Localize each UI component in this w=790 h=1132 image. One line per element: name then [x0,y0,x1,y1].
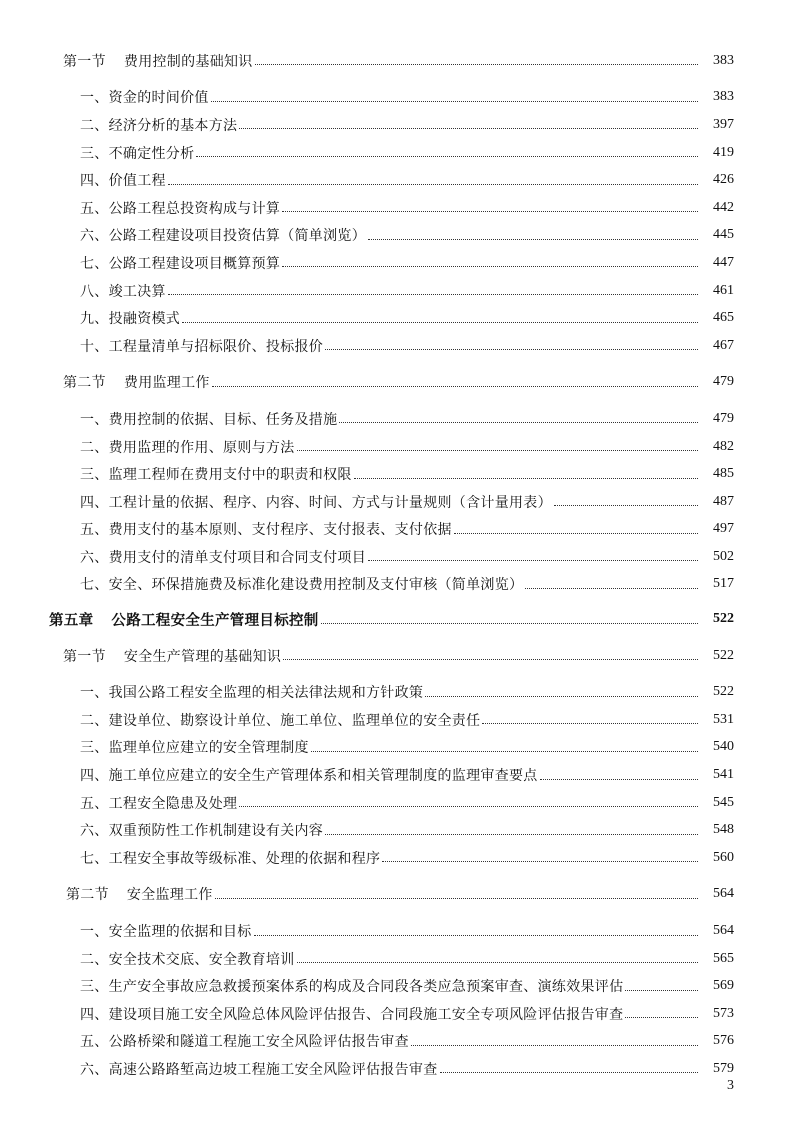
dot-leader [325,335,698,350]
toc-entry-text: 五、公路桥梁和隧道工程施工安全风险评估报告审查 [80,1034,409,1051]
toc-entry-title [80,949,295,969]
toc-entry-title [80,547,366,567]
dot-leader [282,252,698,267]
toc-page-number: 442 [713,199,734,215]
toc-entry-title [80,765,538,785]
dot-leader [554,491,698,506]
toc-page-number: 522 [713,647,734,663]
toc-entry [0,761,790,789]
toc-entry-title [80,115,237,135]
toc-entry [0,460,790,488]
toc-entry [0,304,790,332]
toc-entry-number: 第一节 [63,648,106,665]
toc-entry-text: 七、公路工程建设项目概算预算 [80,255,281,272]
toc-page-number: 383 [713,52,734,68]
toc-entry-text: 费用控制的基础知识 [123,53,253,70]
toc-entry-text: 安全生产管理的基础知识 [123,648,282,665]
toc-section [0,642,790,670]
toc-entry-number: 第一节 [63,53,106,70]
toc-entry [0,972,790,1000]
toc-entry-title [49,609,319,630]
toc-entry [0,84,790,112]
toc-page-number: 517 [713,576,734,592]
toc-entry-title [80,820,323,840]
toc-entry-text: 四、施工单位应建立的安全生产管理体系和相关管理制度的监理审查要点 [80,768,538,785]
toc-entry-text: 一、资金的时间价值 [80,90,209,107]
toc-entry [0,433,790,461]
toc-entry-title [80,1059,438,1079]
toc-entry-text: 六、公路工程建设项目投资估算（简单浏览） [80,228,366,245]
toc-entry [0,111,790,139]
dot-leader [525,574,698,589]
toc-page-number: 479 [713,374,734,390]
toc-entry-text: 费用监理工作 [123,375,210,392]
toc-page-number: 419 [713,144,734,160]
toc-entry-title [80,682,423,702]
toc-entry-title [80,170,166,190]
toc-entry [0,543,790,571]
toc-entry-title [80,793,237,813]
toc-entry-text: 安全监理工作 [126,887,213,904]
toc-entry-title [80,976,623,996]
toc-entry-text: 四、工程计量的依据、程序、内容、时间、方式与计量规则（含计量用表） [80,494,552,511]
dot-leader [382,847,698,862]
toc-entry [0,166,790,194]
toc-page-number: 465 [713,310,734,326]
toc-entry [0,734,790,762]
dot-leader [368,225,698,240]
toc-page-number: 560 [713,849,734,865]
toc-entry-text: 二、安全技术交底、安全教育培训 [80,951,295,968]
toc-entry [0,222,790,250]
toc-entry [0,678,790,706]
toc-page-number: 479 [713,410,734,426]
toc-entry [0,194,790,222]
toc-entry-title [80,253,280,273]
toc-chapter [0,605,790,633]
toc-entry-title [80,848,380,868]
toc-entry [0,332,790,360]
toc-page-number: 531 [713,711,734,727]
toc-page-number: 576 [713,1033,734,1049]
toc-page-number: 461 [713,282,734,298]
toc-entry-number: 第二节 [63,375,106,392]
toc-entry-title [63,646,281,666]
dot-leader [339,408,698,423]
toc-entry-title [80,281,166,301]
toc-section [0,881,790,909]
dot-leader [425,682,698,697]
toc-page-number: 497 [713,521,734,537]
toc-entry-title [80,143,194,163]
dot-leader [283,645,698,660]
toc-entry-text: 四、建设项目施工安全风险总体风险评估报告、合同段施工安全专项风险评估报告审查 [80,1006,624,1023]
dot-leader [239,792,698,807]
toc-page-number: 569 [713,978,734,994]
dot-leader [368,546,698,561]
toc-entry-title [80,437,295,457]
toc-entry-title [80,492,552,512]
toc-entry-title [80,574,523,594]
toc-page-number: 467 [713,337,734,353]
dot-leader [411,1031,698,1046]
dot-leader [625,1003,698,1018]
toc-entry [0,816,790,844]
toc-section [0,369,790,397]
toc-entry-text: 一、费用控制的依据、目标、任务及措施 [80,411,338,428]
toc-entry [0,1000,790,1028]
toc-entry-text: 一、安全监理的依据和目标 [80,924,252,941]
toc-entry [0,516,790,544]
toc-entry [0,917,790,945]
toc-entry-text: 二、费用监理的作用、原则与方法 [80,439,295,456]
toc-entry-title [63,51,253,71]
toc-entry-title [80,409,337,429]
toc-page-number: 447 [713,254,734,270]
toc-entry-text: 四、价值工程 [80,173,166,190]
toc-page-number: 426 [713,172,734,188]
toc-entry-text: 公路工程安全生产管理目标控制 [111,611,319,629]
dot-leader [211,87,698,102]
table-of-contents [0,38,790,1083]
toc-page-number: 564 [713,886,734,902]
toc-page-number: 541 [713,767,734,783]
toc-entry-title [80,921,252,941]
toc-entry-text: 三、生产安全事故应急救援预案体系的构成及合同段各类应急预案审查、演练效果评估 [80,979,624,996]
toc-entry-title [80,225,366,245]
dot-leader [254,921,698,936]
toc-page-number: 482 [713,438,734,454]
toc-entry-text: 七、安全、环保措施费及标准化建设费用控制及支付审核（简单浏览） [80,577,524,594]
toc-entry-text: 六、高速公路路堑高边坡工程施工安全风险评估报告审查 [80,1061,438,1078]
toc-page-number: 545 [713,794,734,810]
toc-entry [0,945,790,973]
toc-entry-text: 五、费用支付的基本原则、支付程序、支付报表、支付依据 [80,522,452,539]
dot-leader [182,308,698,323]
toc-page-number: 383 [713,89,734,105]
toc-entry [0,488,790,516]
toc-page-number: 445 [713,227,734,243]
dot-leader [454,519,698,534]
toc-entry-title [66,884,213,904]
dot-leader [297,436,699,451]
toc-page-number: 502 [713,548,734,564]
toc-page-number: 522 [713,611,734,627]
toc-entry [0,844,790,872]
toc-entry-text: 三、监理工程师在费用支付中的职责和权限 [80,467,352,484]
toc-entry-text: 五、工程安全隐患及处理 [80,795,238,812]
toc-page-number: 565 [713,950,734,966]
toc-entry [0,789,790,817]
toc-entry-text: 十、工程量清单与招标限价、投标报价 [80,338,324,355]
toc-entry [0,249,790,277]
toc-page-number: 540 [713,739,734,755]
toc-entry-text: 三、不确定性分析 [80,145,195,162]
toc-entry-title [80,308,180,328]
toc-entry-text: 六、双重预防性工作机制建设有关内容 [80,823,324,840]
toc-entry [0,706,790,734]
dot-leader [625,976,698,991]
toc-entry [0,405,790,433]
toc-entry-title [80,1004,623,1024]
toc-entry-title [80,87,209,107]
dot-leader [255,50,698,65]
toc-entry-title [80,1031,409,1051]
dot-leader [282,197,698,212]
toc-page-number: 564 [713,923,734,939]
toc-entry [0,139,790,167]
toc-entry-text: 七、工程安全事故等级标准、处理的依据和程序 [80,850,381,867]
toc-entry-title [80,710,480,730]
toc-entry-title [63,372,210,392]
toc-entry-text: 三、监理单位应建立的安全管理制度 [80,740,309,757]
page-number: 3 [727,1078,734,1093]
toc-page-number: 548 [713,822,734,838]
toc-entry-title [80,464,352,484]
dot-leader [168,170,698,185]
toc-page-number: 522 [713,684,734,700]
toc-entry [0,1028,790,1056]
dot-leader [168,280,698,295]
toc-entry-number: 第五章 [49,611,94,629]
dot-leader [354,464,698,479]
toc-entry-title [80,737,309,757]
dot-leader [297,948,699,963]
toc-entry-text: 八、竣工决算 [80,283,166,300]
toc-entry-title [80,336,323,356]
toc-entry [0,1055,790,1083]
dot-leader [321,609,698,624]
dot-leader [215,884,698,899]
toc-entry-text: 二、经济分析的基本方法 [80,117,238,134]
dot-leader [325,820,698,835]
toc-entry-text: 五、公路工程总投资构成与计算 [80,200,281,217]
toc-entry-title [80,198,280,218]
toc-section [0,47,790,75]
toc-page-number: 487 [713,493,734,509]
toc-entry-text: 六、费用支付的清单支付项目和合同支付项目 [80,549,366,566]
dot-leader [239,114,698,129]
toc-page-number: 573 [713,1005,734,1021]
toc-entry-number: 第二节 [66,887,109,904]
dot-leader [440,1058,699,1073]
dot-leader [311,737,698,752]
toc-entry-title [80,519,452,539]
toc-entry [0,571,790,599]
toc-entry-text: 九、投融资模式 [80,311,181,328]
toc-page-number: 579 [713,1060,734,1076]
dot-leader [212,372,698,387]
toc-entry-text: 一、我国公路工程安全监理的相关法律法规和方针政策 [80,685,424,702]
toc-page-number: 397 [713,116,734,132]
toc-entry [0,277,790,305]
toc-page-number: 485 [713,466,734,482]
toc-entry-text: 二、建设单位、勘察设计单位、施工单位、监理单位的安全责任 [80,712,481,729]
dot-leader [540,765,698,780]
dot-leader [482,709,698,724]
dot-leader [196,142,698,157]
